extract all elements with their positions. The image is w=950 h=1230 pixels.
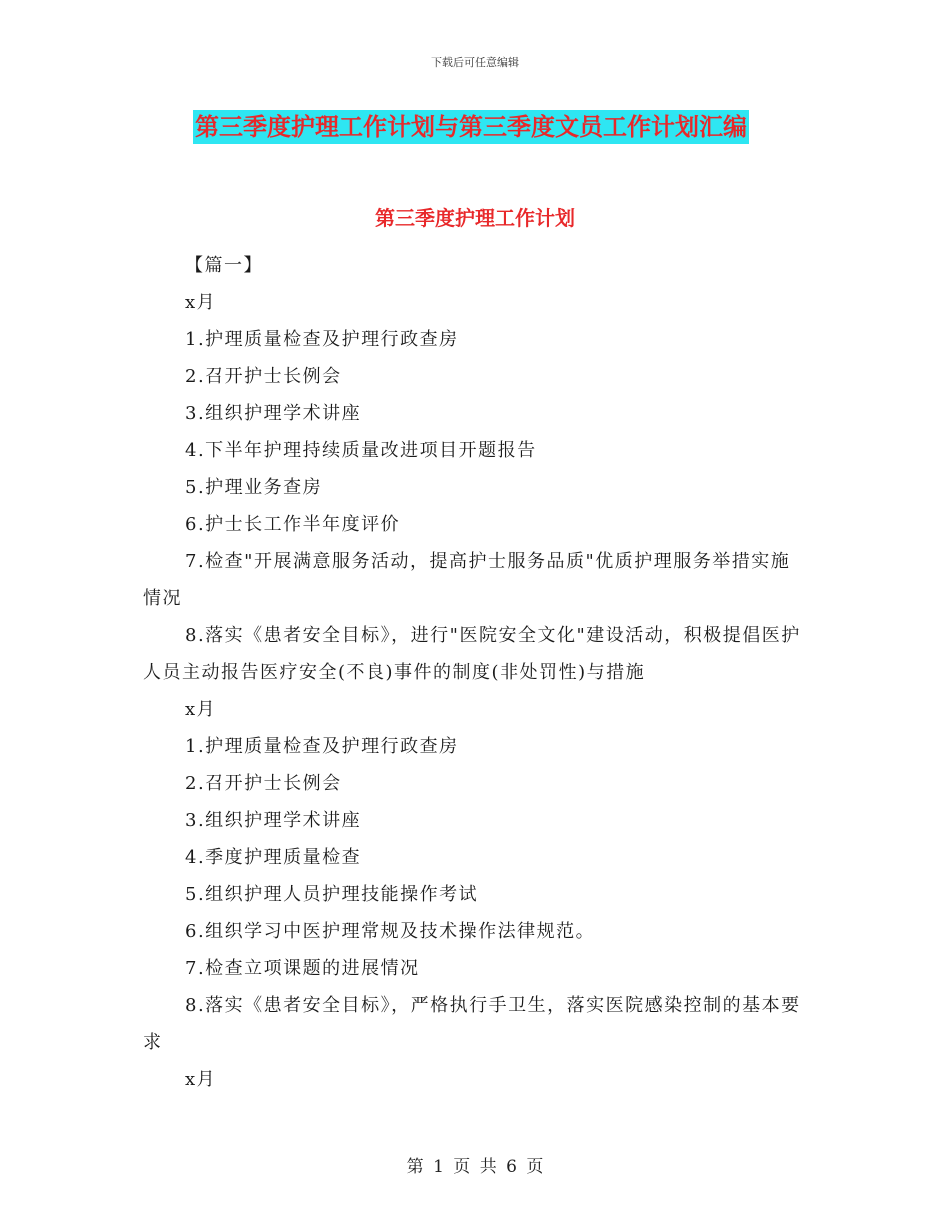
paragraph: 3.组织护理学术讲座 [185, 810, 362, 831]
paragraph: 【篇一】 [185, 255, 263, 276]
paragraph: 5.护理业务查房 [185, 477, 323, 498]
document-body [143, 247, 808, 1098]
paragraph: 4.下半年护理持续质量改进项目开题报告 [185, 440, 537, 461]
paragraph: 7.检查立项课题的进展情况 [185, 958, 420, 979]
paragraph: x月 [185, 1069, 217, 1090]
paragraph: 3.组织护理学术讲座 [185, 403, 362, 424]
paragraph: 8.落实《患者安全目标》，严格执行手卫生，落实医院感染控制的基本要求 [143, 995, 801, 1053]
page-footer: 第 1 页 共 6 页 [406, 1157, 544, 1177]
paragraph: 1.护理质量检查及护理行政查房 [185, 329, 459, 350]
paragraph: x月 [185, 699, 217, 720]
paragraph: 6.组织学习中医护理常规及技术操作法律规范。 [185, 921, 596, 942]
paragraph: 7.检查"开展满意服务活动，提高护士服务品质"优质护理服务举措实施情况 [143, 551, 791, 609]
paragraph: x月 [185, 292, 217, 313]
document-main-title: 第三季度护理工作计划与第三季度文员工作计划汇编 [193, 110, 749, 144]
paragraph: 5.组织护理人员护理技能操作考试 [185, 884, 479, 905]
paragraph: 2.召开护士长例会 [185, 773, 342, 794]
header-note: 下载后可任意编辑 [431, 56, 519, 69]
paragraph: 6.护士长工作半年度评价 [185, 514, 401, 535]
paragraph: 2.召开护士长例会 [185, 366, 342, 387]
section-title: 第三季度护理工作计划 [375, 206, 575, 230]
paragraph: 8.落实《患者安全目标》，进行"医院安全文化"建设活动，积极提倡医护人员主动报告医疗安全(不良)事件的制度(非处罚性)与措施 [143, 625, 801, 683]
paragraph: 1.护理质量检查及护理行政查房 [185, 736, 459, 757]
paragraph: 4.季度护理质量检查 [185, 847, 362, 868]
